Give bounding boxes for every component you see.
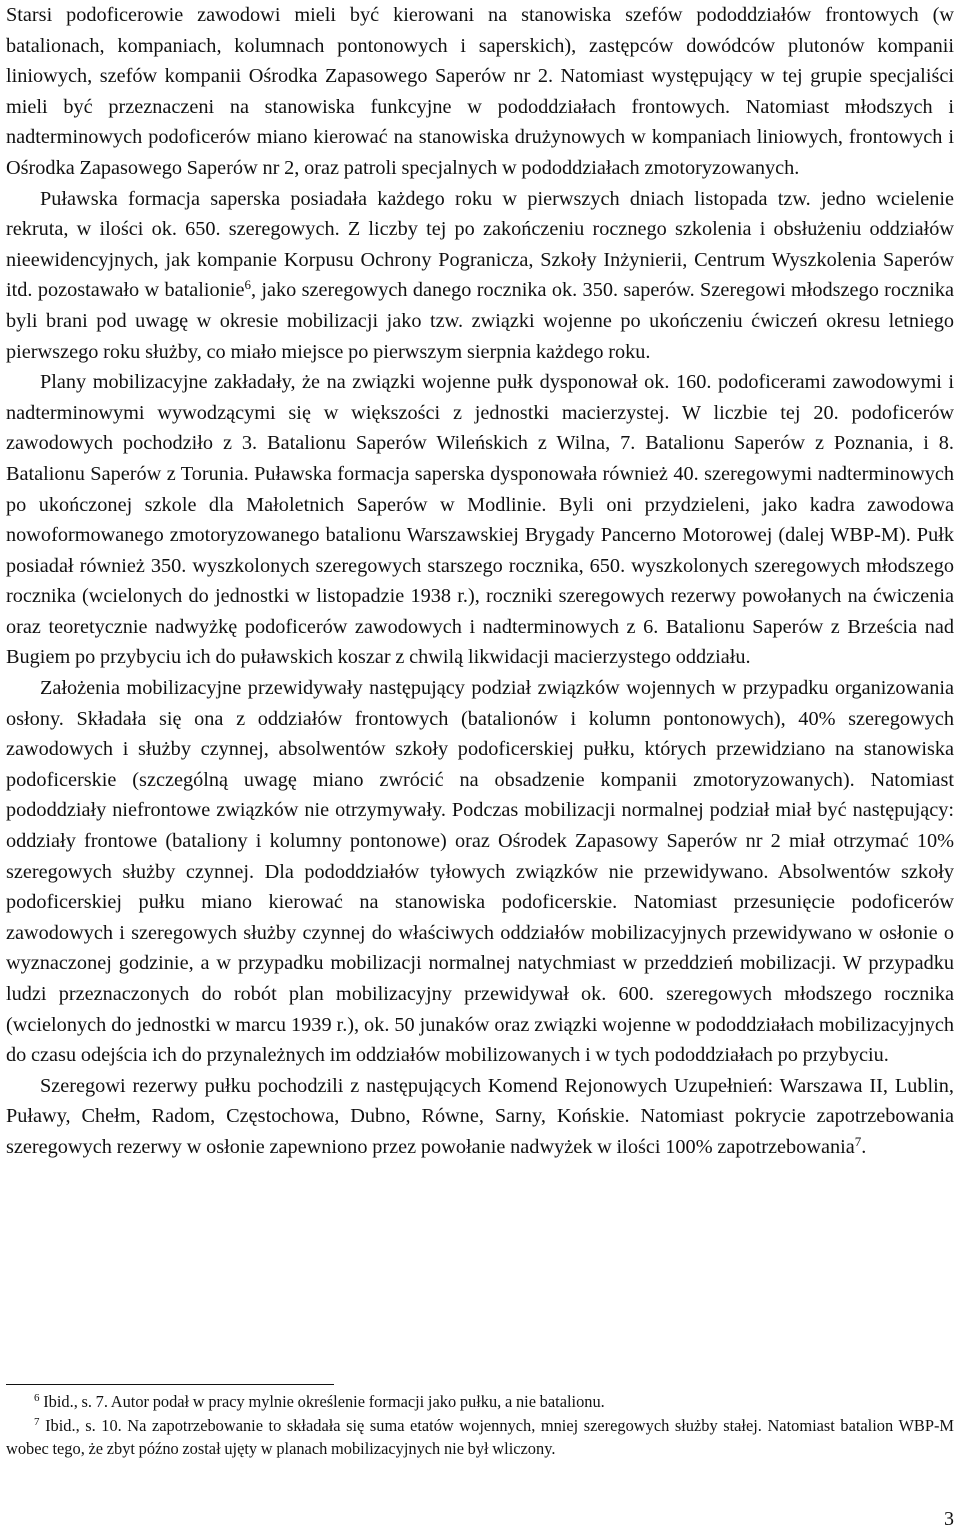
paragraph-4 — [6, 673, 954, 1071]
page-number: 3 — [944, 1508, 954, 1530]
footnote-6-number: 6 — [34, 1391, 40, 1404]
paragraph-2-text-b: , jako szeregowych danego rocznika ok. 350. saperów. Szeregowi młodszego rocznika byli brani pod uwagę w okresie mobilizacji jako tzw. związki wojenne po ukończeniu ćwiczeń okresu letniego pierwszego roku służby, co miało miejsce po pierwszym sierpnia każdego roku. — [6, 279, 954, 363]
document-page — [6, 0, 954, 1163]
paragraph-5-text-a: Szeregowi rezerwy pułku pochodzili z następujących Komend Rejonowych Uzupełnień: Warszawa II, Lublin, Puławy, Chełm, Radom, Częstochowa, Dubno, Równe, Sarny, Końskie. Natomiast pokrycie zapotrzebowania szeregowych rezerwy w osłonie zapewniono przez powołanie nadwyżek w ilości 100% zapotrzebowania — [6, 1074, 954, 1158]
paragraph-4-text: Założenia mobilizacyjne przewidywały następujący podział związków wojennych w przypadku organizowania osłony. Składała się ona z oddziałów frontowych (batalionów i kolumn pontonowych), 40% szeregowych zawodowych i służby czynnej, absolwentów szkoły podoficerskiej pułku, których przewidziano na stanowiska podoficerskie (szczególną uwagę miano zwrócić na obsadzenie kompanii zmotoryzowanych). Natomiast pododdziały niefrontowe związków nie otrzymywały. Podczas mobilizacji normalnej podział miał być następujący: oddziały frontowe (bataliony i kolumny pontonowe) oraz Ośrodek Zapasowy Saperów nr 2 miał otrzymać 10% szeregowych służby czynnej. Dla pododdziałów tyłowych związków nie przewidywano. Absolwentów szkoły podoficerskiej pułku miano kierować na stanowiska podoficerskie. Natomiast przesunięcie podoficerów zawodowych i szeregowych służby czynnej do właściwych oddziałów mobilizacyjnych przewidywano w osłonie o wyznaczonej godzinie, a w przypadku mobilizacji normalnej natychmiast w przeddzień mobilizacji. W przypadku ludzi przeznaczonych do robót plan mobilizacyjny przewidywał ok. 600. szeregowych młodszego rocznika (wcielonych do jednostki w marcu 1939 r.), ok. 50 junaków oraz związki wojenne w pododdziałach mobilizacyjnych do czasu odejścia ich do przynależnych im oddziałów mobilizowanych i w tych pododdziałach po przybyciu. — [6, 677, 954, 1067]
footnotes — [6, 1390, 954, 1461]
paragraph-5 — [6, 1071, 954, 1163]
footnote-ref-7[interactable]: 7 — [854, 1133, 862, 1149]
footnote-separator — [6, 1384, 334, 1385]
paragraph-2-text-a: Puławska formacja saperska posiadała każdego roku w pierwszych dniach listopada tzw. jedno wcielenie rekruta, w ilości ok. 650. szeregowych. Z liczby tej po zakończeniu rocznego szkolenia i obsłużeniu oddziałów nieewidencyjnych, jak kompanie Korpusu Ochrony Pogranicza, Szkoły Inżynierii, Centrum Wyszkolenia Saperów itd. pozostawało w batalionie — [6, 187, 954, 302]
paragraph-1 — [6, 0, 954, 184]
footnote-6 — [6, 1390, 954, 1414]
paragraph-5-text-b: . — [861, 1135, 867, 1158]
paragraph-3 — [6, 367, 954, 673]
paragraph-3-text: Plany mobilizacyjne zakładały, że na związki wojenne pułk dysponował ok. 160. podoficerami zawodowymi i nadterminowymi wywodzącymi się w większości z jednostki macierzystej. W liczbie tej 20. podoficerów zawodowych pochodziło z 3. Batalionu Saperów Wileńskich z Wilna, 7. Batalionu Saperów z Poznania, i 8. Batalionu Saperów z Torunia. Puławska formacja saperska dysponowała również 40. szeregowymi nadterminowych po ukończonej szkole dla Małoletnich Saperów w Modlinie. Byli oni przydzieleni, jako kadra zawodowa nowoformowanego zmotoryzowanego batalionu Warszawskiej Brygady Pancerno Motorowej (dalej WBP-M). Pułk posiadał również 350. wyszkolonych szeregowych starszego rocznika, 650. wyszkolonych szeregowych młodszego rocznika (wcielonych do jednostki w listopadzie 1938 r.), roczniki szeregowych rezerwy powołanych na ćwiczenia oraz teoretycznie nadwyżkę podoficerów zawodowych i nadterminowych z 6. Batalionu Saperów z Brześcia nad Bugiem po przybyciu ich do puławskich koszar z chwilą likwidacji macierzystego oddziału. — [6, 371, 954, 669]
footnote-ref-6[interactable]: 6 — [244, 277, 251, 293]
paragraph-1-text: Starsi podoficerowie zawodowi mieli być kierowani na stanowiska szefów pododdziałów frontowych (w batalionach, kompaniach, kolumnach pontonowych i saperskich), zastępców dowódców plutonów kompanii liniowych, szefów kompanii Ośrodka Zapasowego Saperów nr 2. Natomiast występujący w tej grupie specjaliści mieli być przeznaczeni na stanowiska funkcyjne w pododdziałach frontowych. Natomiast młodszych i nadterminowych podoficerów miano kierować na stanowiska drużynowych w kompaniach liniowych, frontowych i Ośrodka Zapasowego Saperów nr 2, oraz patroli specjalnych w pododdziałach zmotoryzowanych. — [6, 4, 954, 179]
footnote-7-text: Ibid., s. 10. Na zapotrzebowanie to składała się suma etatów wojennych, mniej szeregowych służby stałej. Natomiast batalion WBP-M wobec tego, że zbyt późno został ujęty w planach mobilizacyjnych nie był wliczony. — [6, 1415, 954, 1458]
footnote-7-number: 7 — [34, 1415, 40, 1428]
footnote-7 — [6, 1414, 954, 1461]
paragraph-2 — [6, 184, 954, 368]
footnote-6-text: Ibid., s. 7. Autor podał w pracy mylnie określenie formacji jako pułku, a nie batalionu. — [43, 1392, 605, 1411]
